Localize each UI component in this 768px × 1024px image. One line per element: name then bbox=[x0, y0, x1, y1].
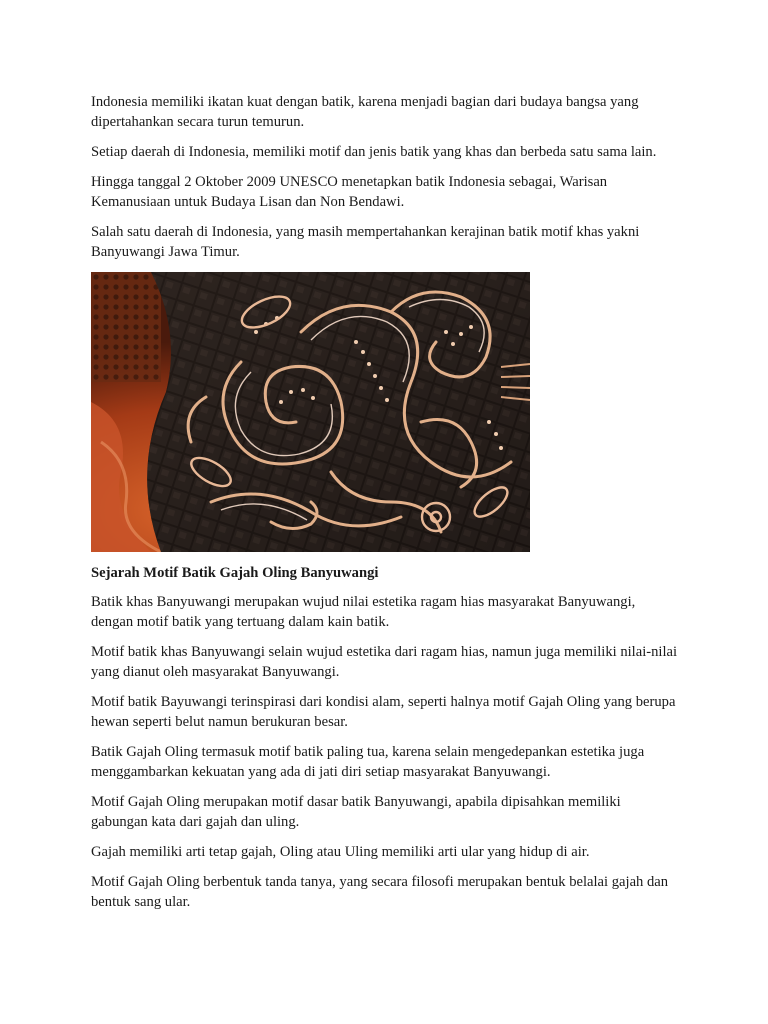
section-paragraph-5: Motif Gajah Oling merupakan motif dasar batik Banyuwangi, apabila dipisahkan memiliki gabungan kata dari gajah dan uling. bbox=[91, 794, 621, 830]
intro-paragraph-4: Salah satu daerah di Indonesia, yang masih mempertahankan kerajinan batik motif khas yakni Banyuwangi Jawa Timur. bbox=[91, 224, 640, 260]
section-heading: Sejarah Motif Batik Gajah Oling Banyuwangi bbox=[91, 565, 379, 581]
batik-copper-stamp-icon bbox=[91, 272, 530, 552]
section-paragraph-2: Motif batik khas Banyuwangi selain wujud estetika dari ragam hias, namun juga memiliki nilai-nilai yang dianut oleh masyarakat Banyuwangi. bbox=[91, 644, 678, 680]
section-paragraph-1: Batik khas Banyuwangi merupakan wujud nilai estetika ragam hias masyarakat Banyuwangi, dengan motif batik yang tertuang dalam kain batik. bbox=[91, 594, 636, 630]
intro-paragraph-1: Indonesia memiliki ikatan kuat dengan batik, karena menjadi bagian dari budaya bangsa yang dipertahankan secara turun temurun. bbox=[91, 94, 639, 130]
section-paragraph-7: Motif Gajah Oling berbentuk tanda tanya, yang secara filosofi merupakan bentuk belalai gajah dan bentuk sang ular. bbox=[91, 874, 669, 910]
section-paragraph-6: Gajah memiliki arti tetap gajah, Oling atau Uling memiliki arti ular yang hidup di air. bbox=[91, 844, 590, 860]
section-paragraph-3: Motif batik Bayuwangi terinspirasi dari kondisi alam, seperti halnya motif Gajah Oling yang berupa hewan seperti belut namun berukuran besar. bbox=[91, 694, 676, 730]
intro-paragraph-3: Hingga tanggal 2 Oktober 2009 UNESCO menetapkan batik Indonesia sebagai, Warisan Kemanusiaan untuk Budaya Lisan dan Non Bendawi. bbox=[91, 174, 608, 210]
batik-stamp-image bbox=[91, 272, 530, 552]
section-paragraph-4: Batik Gajah Oling termasuk motif batik paling tua, karena selain mengedepankan estetika juga menggambarkan kekuatan yang ada di jati diri setiap masyarakat Banyuwangi. bbox=[91, 744, 645, 780]
intro-paragraph-2: Setiap daerah di Indonesia, memiliki motif dan jenis batik yang khas dan berbeda satu sama lain. bbox=[91, 144, 657, 160]
